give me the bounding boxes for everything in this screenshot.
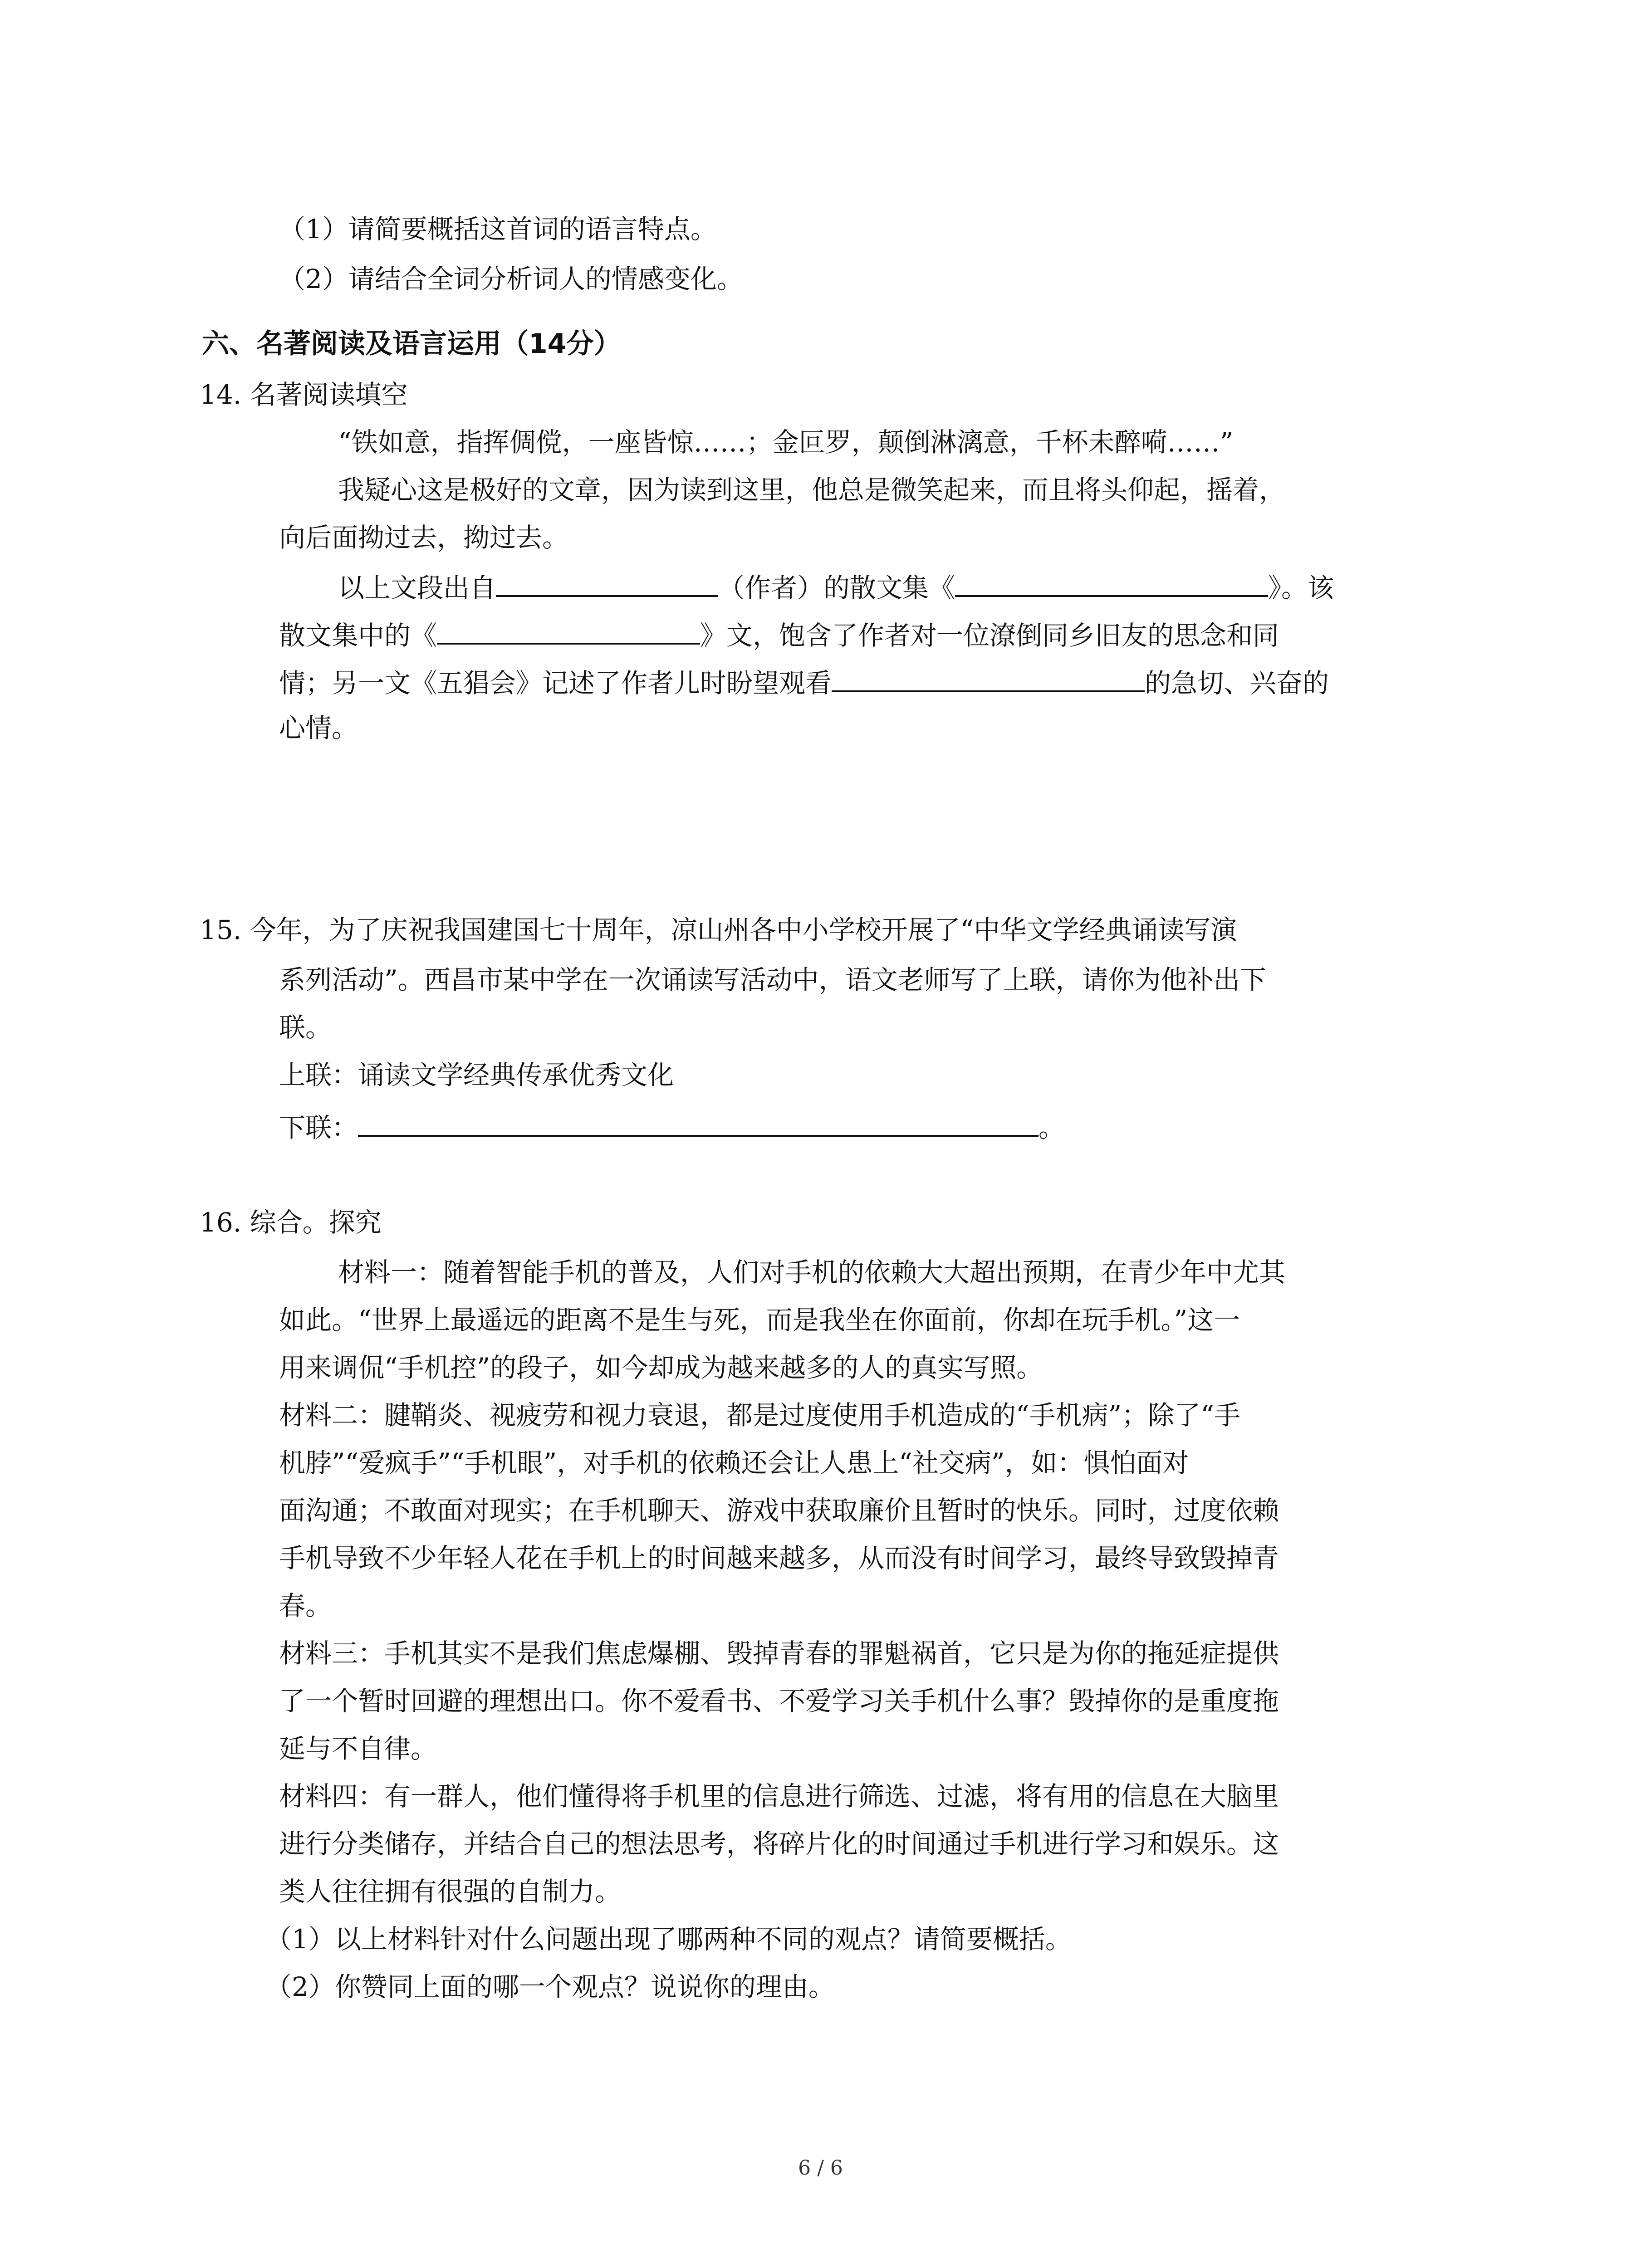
q16-title: 16. 综合。探究 bbox=[200, 1207, 382, 1238]
q15-lower-couplet bbox=[279, 1107, 1065, 1146]
q16-subquestion-2: （2）你赞同上面的哪一个观点？说说你的理由。 bbox=[265, 1971, 835, 2002]
q16-subquestion-1: （1）以上材料针对什么问题出现了哪两种不同的观点？请简要概括。 bbox=[265, 1924, 1072, 1955]
q14-fill-line-1 bbox=[338, 567, 1334, 606]
q14-fill-line-3 bbox=[279, 662, 1329, 701]
page-number: 6 / 6 bbox=[798, 2156, 843, 2180]
event-answer-blank[interactable] bbox=[832, 662, 1145, 692]
q13-subquestion-1: （1）请简要概括这首词的语言特点。 bbox=[279, 214, 717, 244]
q16-material-2-line: 面沟通；不敢面对现实；在手机聊天、游戏中获取廉价且暂时的快乐。同时，过度依赖 bbox=[279, 1495, 1279, 1526]
essay-answer-blank[interactable] bbox=[437, 615, 700, 645]
q15-lower-label: 下联： bbox=[279, 1112, 358, 1143]
q15-text-line: 系列活动”。西昌市某中学在一次诵读写活动中，语文老师写了上联，请你为他补出下 bbox=[279, 964, 1266, 995]
q14-fill-text: （作者）的散文集《 bbox=[718, 572, 955, 603]
q16-material-1-line: 如此。“世界上最遥远的距离不是生与死，而是我坐在你面前，你却在玩手机。”这一 bbox=[279, 1305, 1240, 1335]
q15-text-line: 15. 今年，为了庆祝我国建国七十周年，凉山州各中小学校开展了“中华文学经典诵读写演 bbox=[200, 914, 1237, 945]
q15-lower-end: 。 bbox=[1038, 1112, 1065, 1143]
q14-title: 14. 名著阅读填空 bbox=[200, 379, 408, 410]
q16-material-4-line: 类人往往拥有很强的自制力。 bbox=[279, 1876, 622, 1907]
q14-paragraph-line: 我疑心这是极好的文章，因为读到这里，他总是微笑起来，而且将头仰起，摇着， bbox=[338, 474, 1286, 505]
q16-material-2-line: 材料二：腱鞘炎、视疲劳和视力衰退，都是过度使用手机造成的“手机病”；除了“手 bbox=[279, 1400, 1240, 1431]
q16-material-3-line: 了一个暂时回避的理想出口。你不爱看书、不爱学习关手机什么事？毁掉你的是重度拖 bbox=[279, 1686, 1279, 1716]
q14-fill-text: 》文，饱含了作者对一位潦倒同乡旧友的思念和同 bbox=[700, 620, 1279, 651]
lower-couplet-answer-blank[interactable] bbox=[358, 1107, 1038, 1137]
q14-paragraph-line: 向后面拗过去，拗过去。 bbox=[279, 522, 569, 553]
q16-material-3-line: 延与不自律。 bbox=[279, 1733, 437, 1764]
q14-fill-text: 以上文段出自 bbox=[338, 572, 496, 603]
q14-fill-text: 情；另一文《五猖会》记述了作者儿时盼望观看 bbox=[279, 668, 832, 699]
q16-material-1-line: 材料一：随着智能手机的普及，人们对手机的依赖大大超出预期，在青少年中尤其 bbox=[338, 1257, 1286, 1288]
q14-fill-line-2 bbox=[279, 615, 1279, 654]
q16-material-2-line: 手机导致不少年轻人花在手机上的时间越来越多，从而没有时间学习，最终导致毁掉青 bbox=[279, 1543, 1279, 1574]
q16-material-4-line: 进行分类储存，并结合自己的想法思考，将碎片化的时间通过手机进行学习和娱乐。这 bbox=[279, 1828, 1279, 1859]
q14-fill-text: 》。该 bbox=[1268, 572, 1334, 603]
q16-material-2-line: 机脖”“爱疯手”“手机眼”，对手机的依赖还会让人患上“社交病”，如：惧怕面对 bbox=[279, 1447, 1189, 1478]
section-6-heading: 六、名著阅读及语言运用（14分） bbox=[202, 328, 621, 360]
q16-material-1-line: 用来调侃“手机控”的段子，如今却成为越来越多的人的真实写照。 bbox=[279, 1352, 1043, 1383]
q16-material-4-line: 材料四：有一群人，他们懂得将手机里的信息进行筛选、过滤，将有用的信息在大脑里 bbox=[279, 1781, 1279, 1812]
q13-subquestion-2: （2）请结合全词分析词人的情感变化。 bbox=[279, 264, 743, 294]
author-answer-blank[interactable] bbox=[496, 567, 718, 597]
q14-quote: “铁如意，指挥倜傥，一座皆惊……；金叵罗，颠倒淋漓意，千杯未醉嗬……” bbox=[338, 427, 1234, 458]
q16-material-2-line: 春。 bbox=[279, 1590, 332, 1621]
q15-text-line: 联。 bbox=[279, 1012, 332, 1043]
q14-fill-text: 的急切、兴奋的 bbox=[1145, 668, 1329, 699]
q14-fill-line-4: 心情。 bbox=[279, 713, 358, 743]
q14-fill-text: 散文集中的《 bbox=[279, 620, 437, 651]
q15-upper-couplet: 上联：诵读文学经典传承优秀文化 bbox=[279, 1060, 674, 1090]
collection-answer-blank[interactable] bbox=[955, 567, 1268, 597]
q16-material-3-line: 材料三：手机其实不是我们焦虑爆棚、毁掉青春的罪魁祸首，它只是为你的拖延症提供 bbox=[279, 1638, 1279, 1669]
